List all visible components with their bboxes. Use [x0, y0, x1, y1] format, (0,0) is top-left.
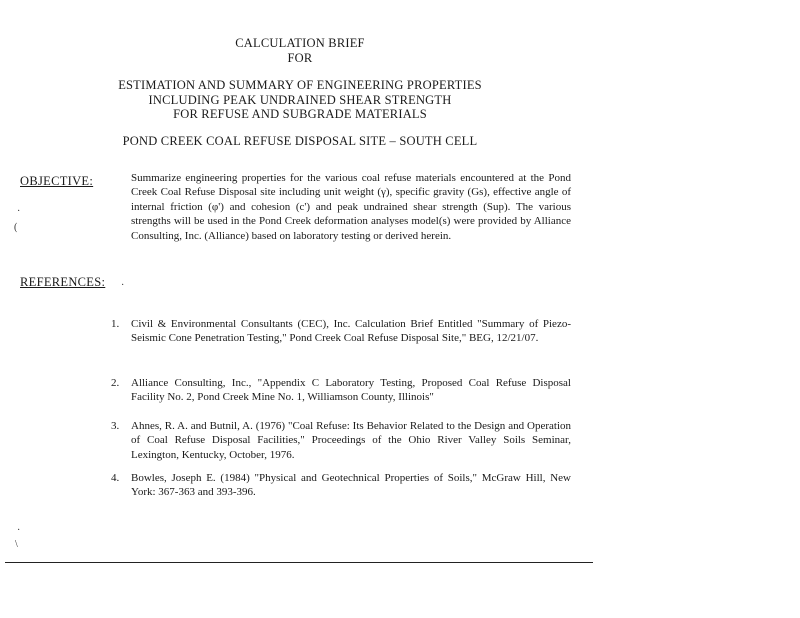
objective-text: Summarize engineering properties for the various coal refuse materials encountered at the Pond Creek Coal Refuse Disposal site including unit weight (γ), specific gravity (Gs), effective angle of internal friction (φ') and cohesion (c') and peak undrained shear strength (Sup). The various strengths will be used in the Pond Creek deformation analyses model(s) were provided by Alliance Consulting, Inc. (Alliance) based on laboratory testing or derived herein. — [131, 172, 571, 242]
reference-number: 4. — [111, 472, 120, 484]
reference-text: Bowles, Joseph E. (1984) "Physical and Geotechnical Properties of Soils," McGraw Hill, New York: 367-363 and 393-396. — [131, 472, 571, 499]
objective-label: OBJECTIVE: — [20, 174, 94, 188]
scan-mark: \ — [15, 539, 18, 550]
scan-mark: · — [121, 280, 125, 291]
doc-subject-line-2: INCLUDING PEAK UNDRAINED SHEAR STRENGTH — [148, 93, 452, 107]
page-divider — [5, 562, 593, 563]
scan-mark: · — [17, 525, 21, 536]
doc-title: CALCULATION BRIEF — [235, 36, 365, 50]
references-label: REFERENCES: — [20, 275, 106, 289]
doc-title-for: FOR — [287, 51, 313, 65]
reference-text: Alliance Consulting, Inc., "Appendix C Laboratory Testing, Proposed Coal Refuse Disposal Facility No. 2, Pond Creek Mine No. 1, Williamson County, Illinois" — [131, 377, 571, 404]
doc-subject-line-1: ESTIMATION AND SUMMARY OF ENGINEERING PROPERTIES — [118, 78, 482, 92]
reference-number: 2. — [111, 377, 120, 389]
site-name: POND CREEK COAL REFUSE DISPOSAL SITE – SOUTH CELL — [122, 134, 478, 148]
reference-text: Civil & Environmental Consultants (CEC), Inc. Calculation Brief Entitled "Summary of Piezo-Seismic Cone Penetration Testing," Pond Creek Coal Refuse Disposal Site," BEG, 12/21/07. — [131, 318, 571, 345]
scan-mark: ( — [14, 222, 18, 233]
reference-text: Ahnes, R. A. and Butnil, A. (1976) "Coal Refuse: Its Behavior Related to the Design and Operation of Coal Refuse Disposal Facilities," Proceedings of the Ohio River Valley Soils Seminar, Lexington, Kentucky, October, 1976. — [131, 420, 571, 461]
scan-mark: · — [17, 206, 21, 217]
reference-number: 3. — [111, 420, 120, 432]
reference-number: 1. — [111, 318, 120, 330]
doc-subject-line-3: FOR REFUSE AND SUBGRADE MATERIALS — [173, 107, 427, 121]
